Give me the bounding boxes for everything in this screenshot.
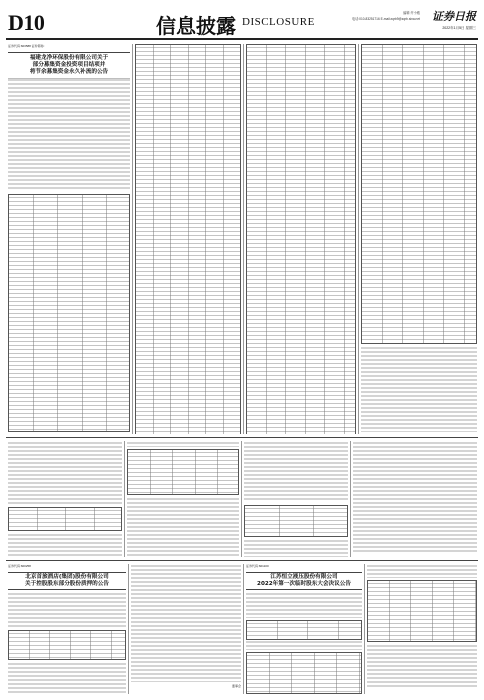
announcement-1 [8,44,130,434]
editor-contact [324,10,420,22]
announcement-1-title [8,52,130,79]
vote-table-2 [246,652,362,694]
data-table [135,44,241,434]
announcement-1-body [8,78,130,190]
announcement-2-title [8,572,126,590]
section-divider [6,437,478,438]
announcement-2 [8,564,126,694]
column-rule [243,44,244,434]
column-rule [132,44,133,434]
title-line: 福建龙净环保股份有限公司关于 [29,55,109,61]
data-table [246,44,356,434]
announcement-mid-3 [244,441,348,557]
column-rule [241,441,242,557]
mid-table-3 [244,505,348,537]
announcement-bottom-2 [131,564,241,694]
page-header [6,4,478,40]
column-rule [358,44,359,434]
column-rule [243,564,244,694]
column-rule [350,441,351,557]
column-rule [124,441,125,557]
section-title: 信息披露 [156,14,236,38]
announcement-mid-2 [127,441,239,557]
table-column-3 [246,44,356,434]
title-line: 2022年第一次临时股东大会决议公告 [257,581,351,587]
newspaper-logo: 证券日报 [432,11,476,23]
announcement-bottom-4 [367,564,477,694]
announcement-1-table [8,194,130,432]
stock-code-line: 证券代码:600258 [8,564,31,568]
signature: 董事会 [231,684,241,688]
column-rule [364,564,365,694]
pledge-table [8,630,126,660]
issue-date: 2022年1月5日 星期三 [442,26,476,30]
vote-table-1 [246,620,362,640]
announcement-3-title [246,572,362,590]
title-line: 将节余募集资金永久补流的公告 [29,69,109,75]
editor-line: 编辑 许小雅 [403,11,420,15]
announcement-mid-4 [353,441,477,557]
title-line: 关于控股股东部分股份质押的公告 [25,581,109,587]
page-number: D10 [8,10,45,35]
title-line: 部分募集资金投资项目结项并 [32,62,106,68]
mid-table-2 [127,449,239,495]
section-title-en: DISCLOSURE [242,16,315,28]
title-line: 江苏恒立液压股份有限公司 [270,574,338,580]
title-line: 北京首旅酒店(集团)股份有限公司 [25,574,109,580]
stock-code-line: 证券代码:601100 [246,564,269,568]
data-table [361,44,477,344]
stock-code-line: 证券代码:603588 证券简称: [8,44,45,48]
section-divider [6,560,478,561]
mid-table-1 [8,507,122,531]
announcement-3 [246,564,362,694]
column-rule [128,564,129,694]
announcement-mid-1 [8,441,122,557]
vote-table-3 [367,580,477,642]
table-column-2 [135,44,241,434]
column-4-text [361,346,477,432]
table-column-4 [361,44,477,434]
contact-line: 电话:010-83251716 E-mail:zqrb9@zqrb.sina.net [351,17,420,21]
